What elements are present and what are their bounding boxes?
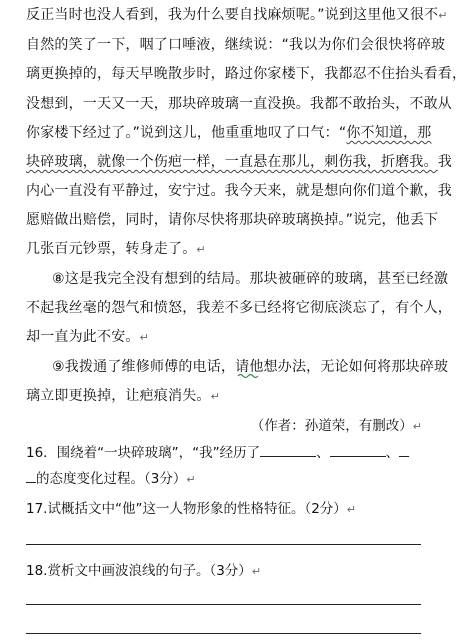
wavy-underlined-sentence: 块碎玻璃，就像一个伤疤一样，一直悬在那儿，刺伤我，折磨我。 xyxy=(26,154,438,170)
return-mark: ↵ xyxy=(210,390,221,403)
paragraph-9-line: 璃立即更换掉，让疤痕消失。↵ xyxy=(26,388,221,404)
answer-line[interactable] xyxy=(26,633,421,634)
wavy-underlined-sentence: 你不知道，那 xyxy=(346,125,432,141)
answer-blank[interactable] xyxy=(26,470,36,483)
return-mark: ↵ xyxy=(438,9,448,22)
return-mark: ↵ xyxy=(139,331,150,344)
question-18: 18.赏析文中画波浪线的句子。（3分）↵ xyxy=(26,563,262,579)
return-mark: ↵ xyxy=(251,565,262,578)
question-16-cont: 的态度变化过程。（3分）↵ xyxy=(26,470,196,489)
answer-blank[interactable] xyxy=(260,444,316,457)
return-mark: ↵ xyxy=(186,473,196,486)
passage-line: 自然的笑了一下，咽了口唾液，继续说：“我以为你们会很快将碎玻 xyxy=(26,37,446,53)
answer-blank[interactable] xyxy=(330,444,386,457)
paragraph-8-line: 不起我丝毫的怨气和愤怒，我差不多已经将它彻底淡忘了，有个人， xyxy=(26,300,452,316)
passage-line: 愿赔做出赔偿，同时，请你尽快将那块碎玻璃换掉。”说完，他丢下 xyxy=(26,212,439,228)
answer-blank[interactable] xyxy=(399,444,409,457)
passage-line: 没想到，一天又一天，那块碎玻璃一直没换。我都不敢抬头，不敢从 xyxy=(26,96,452,112)
passage-line: 你家楼下经过了。”说到这儿，他重重地叹了口气：“你不知道，那 xyxy=(26,125,432,141)
passage-line: 反正当时也没人看到，我为什么要自找麻烦呢。”说到这里他又很不↵ xyxy=(26,7,448,23)
paragraph-9-line: ⑨我拨通了维修师傅的电话，请他想办法，无论如何将那块碎玻 xyxy=(52,359,449,375)
return-mark: ↵ xyxy=(346,503,357,516)
spellcheck-squiggle-icon xyxy=(238,373,258,379)
return-mark: ↵ xyxy=(412,420,422,433)
passage-line: 内心一直没有平静过，安宁过。我今天来，就是想向你们道个歉，我 xyxy=(26,183,452,199)
return-mark: ↵ xyxy=(196,243,206,256)
answer-line[interactable] xyxy=(26,544,421,545)
passage-line: 璃更换掉的，每天早晚散步时，路过你家楼下，我都忍不住抬头看看， xyxy=(26,66,466,82)
question-17: 17.试概括文中“他”这一人物形象的性格特征。（2分）↵ xyxy=(26,501,357,517)
answer-line[interactable] xyxy=(26,604,421,605)
paragraph-8-line: 却一直为此不安。↵ xyxy=(26,329,150,345)
question-16: 16．围绕着“一块碎玻璃”，“我”经历了 、 、 xyxy=(26,444,409,462)
passage-line: 几张百元钞票，转身走了。↵ xyxy=(26,241,206,257)
passage-line: 块碎玻璃，就像一个伤疤一样，一直悬在那儿，刺伤我，折磨我。我 xyxy=(26,154,453,170)
paragraph-8-line: ⑧这是我完全没有想到的结局。那块被砸碎的玻璃，甚至已经激 xyxy=(52,271,449,287)
author-credit: （作者：孙道荣，有删改）↵ xyxy=(250,418,422,434)
